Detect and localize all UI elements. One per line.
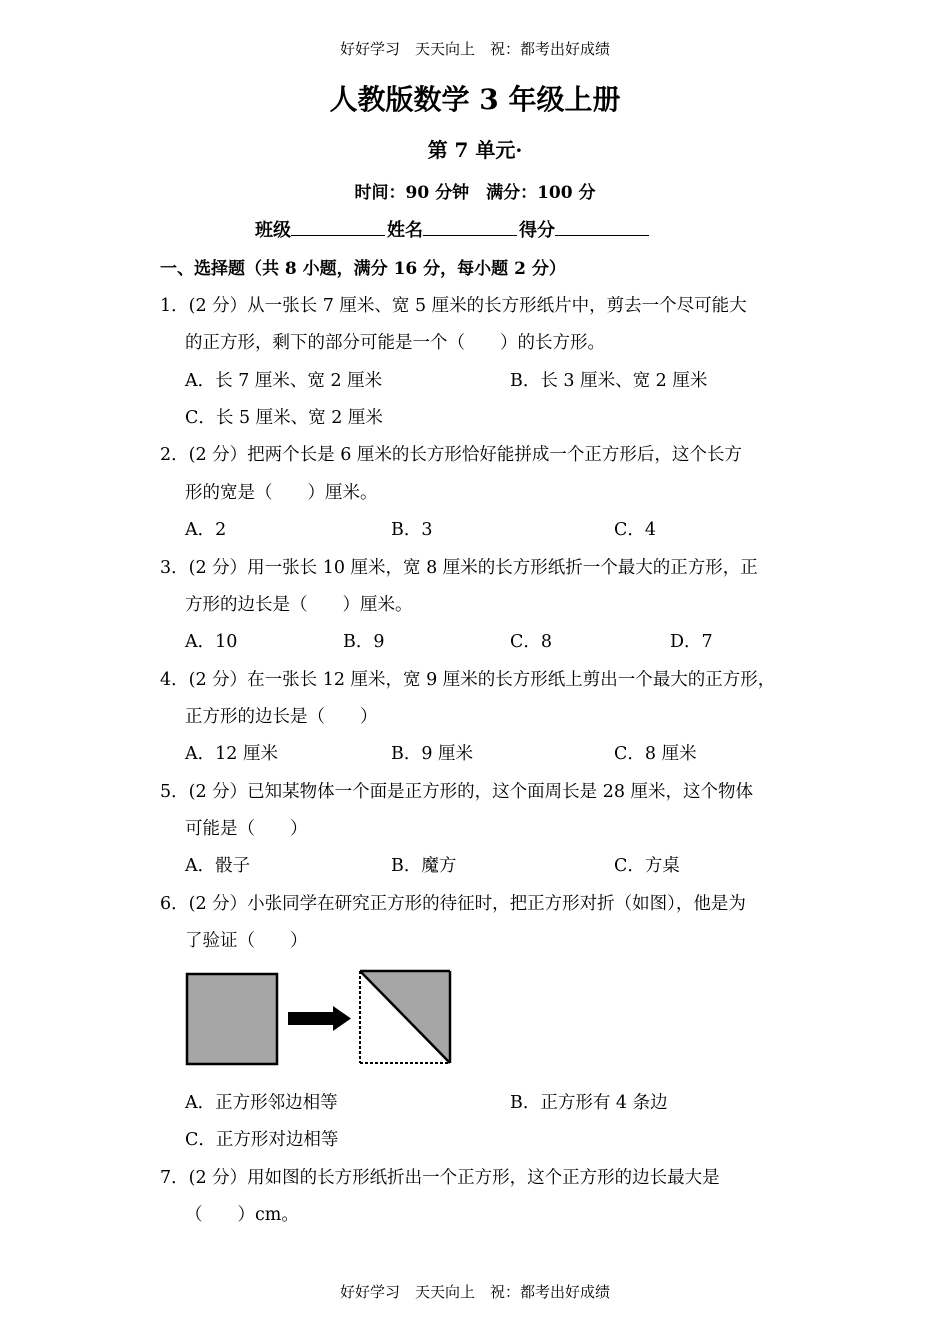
q2-option-c[interactable]: C．4 [614,520,657,540]
q6-option-c[interactable]: C．正方形对边相等 [185,1130,339,1150]
q5-option-a[interactable]: A．骰子 [185,856,251,876]
q1-option-a[interactable]: A．长 7 厘米、宽 2 厘米 [185,371,383,391]
question-7-line2: （ ）cm。 [185,1205,299,1225]
q2-option-a[interactable]: A．2 [185,520,227,540]
q5-option-b[interactable]: B．魔方 [391,856,457,876]
question-5-line1: 5．(2 分）已知某物体一个面是正方形的，这个面周长是 28 厘米，这个物体 [160,782,754,802]
q6-option-a[interactable]: A．正方形邻边相等 [185,1093,338,1113]
q1-option-c[interactable]: C．长 5 厘米、宽 2 厘米 [185,408,383,428]
question-1-line1: 1．(2 分）从一张长 7 厘米、宽 5 厘米的长方形纸片中，剪去一个尽可能大 [160,296,747,316]
question-3-line2: 方形的边长是（ ）厘米。 [185,595,413,615]
page-header: 好好学习 天天向上 祝：都考出好成绩 [339,40,610,58]
q2-option-b[interactable]: B．3 [391,520,433,540]
question-2-line1: 2．(2 分）把两个长是 6 厘米的长方形恰好能拼成一个正方形后，这个长方 [160,445,742,465]
class-blank[interactable] [291,217,385,236]
question-4-line2: 正方形的边长是（ ） [185,707,378,727]
question-4-line1: 4．(2 分）在一张长 12 厘米，宽 9 厘米的长方形纸上剪出一个最大的正方形， [160,670,776,690]
q1-option-b[interactable]: B．长 3 厘米、宽 2 厘米 [510,371,708,391]
q4-option-a[interactable]: A．12 厘米 [185,744,278,764]
q3-option-b[interactable]: B．9 [343,632,385,652]
student-info-line [255,216,651,242]
square-fold-figure [183,966,458,1070]
q6-option-b[interactable]: B．正方形有 4 条边 [510,1093,668,1113]
score-label: 得分 [519,220,555,241]
question-5-line2: 可能是（ ） [185,819,308,839]
page-title: 人教版数学 3 年级上册 [329,83,621,116]
arrow-head [333,1006,351,1031]
full-square [187,974,277,1064]
score-blank[interactable] [555,217,649,236]
question-1-line2: 的正方形，剩下的部分可能是一个（ ）的长方形。 [185,333,605,353]
question-7-line1: 7．(2 分）用如图的长方形纸折出一个正方形，这个正方形的边长最大是 [160,1168,720,1188]
unit-subtitle: 第 7 单元· [427,138,523,162]
question-6-line2: 了验证（ ） [185,931,308,951]
question-3-line1: 3．(2 分）用一张长 10 厘米，宽 8 厘米的长方形纸折一个最大的正方形，正 [160,558,758,578]
name-label: 姓名 [387,220,423,241]
q3-option-d[interactable]: D．7 [670,632,713,652]
time-score-line: 时间：90 分钟 满分：100 分 [354,183,596,203]
q4-option-c[interactable]: C．8 厘米 [614,744,697,764]
q5-option-c[interactable]: C．方桌 [614,856,680,876]
question-6-line1: 6．(2 分）小张同学在研究正方形的待征时，把正方形对折（如图），他是为 [160,894,746,914]
name-blank[interactable] [423,217,517,236]
question-2-line2: 形的宽是（ ）厘米。 [185,483,378,503]
arrow-shaft [288,1012,334,1025]
q4-option-b[interactable]: B．9 厘米 [391,744,474,764]
q3-option-a[interactable]: A．10 [185,632,238,652]
class-label: 班级 [255,220,291,241]
q3-option-c[interactable]: C．8 [510,632,553,652]
page-footer: 好好学习 天天向上 祝：都考出好成绩 [339,1283,610,1301]
section-title: 一、选择题（共 8 小题，满分 16 分，每小题 2 分） [160,259,566,279]
